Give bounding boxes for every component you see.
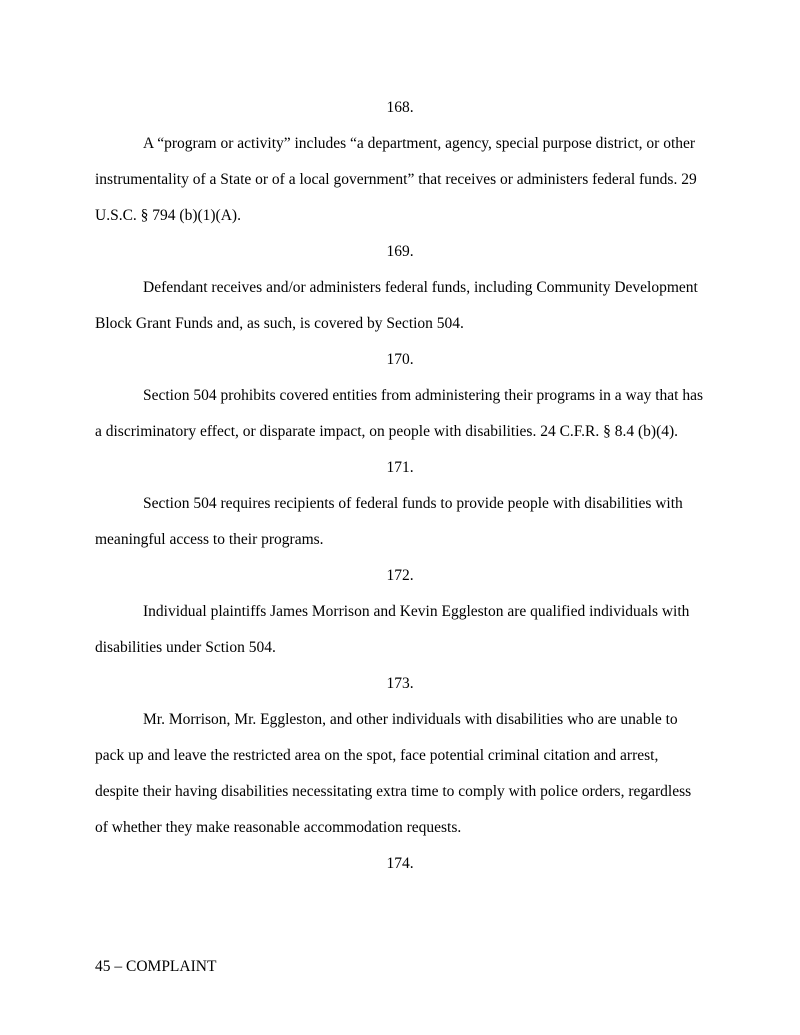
paragraph-text: Defendant receives and/or administers federal funds, including Community Development Block Grant Funds and, as such, is covered by Section 504. bbox=[95, 279, 698, 332]
paragraph-number: 174. bbox=[386, 855, 414, 872]
paragraph-number: 172. bbox=[386, 567, 414, 584]
paragraph-text: Mr. Morrison, Mr. Eggleston, and other individuals with disabilities who are unable to pack up and leave the restricted area on the spot, face potential criminal citation and arrest, despite their having disabilities necessitating extra time to comply with police orders, regardless of whether they make reasonable accommodation requests. bbox=[95, 711, 692, 836]
paragraph-number: 170. bbox=[386, 351, 414, 368]
paragraph-number: 173. bbox=[386, 675, 414, 692]
paragraph-number: 168. bbox=[386, 99, 414, 116]
paragraph-text: Individual plaintiffs James Morrison and Kevin Eggleston are qualified individuals with disabilities under Sction 504. bbox=[95, 603, 690, 656]
paragraph-text: Section 504 requires recipients of federal funds to provide people with disabilities with meaningful access to their programs. bbox=[95, 495, 683, 548]
paragraph-number: 171. bbox=[386, 459, 414, 476]
document-body bbox=[95, 90, 705, 882]
paragraph-number: 169. bbox=[386, 243, 414, 260]
page-footer: 45 – COMPLAINT bbox=[95, 958, 217, 975]
paragraph-text: Section 504 prohibits covered entities from administering their programs in a way that has a discriminatory effect, or disparate impact, on people with disabilities. 24 C.F.R. § 8.4 (b)(4). bbox=[95, 387, 704, 440]
paragraph-text: A “program or activity” includes “a department, agency, special purpose district, or other instrumentality of a State or of a local government” that receives or administers federal funds. 29 U.S.C. § 794 (b)(1)(A). bbox=[95, 135, 697, 224]
